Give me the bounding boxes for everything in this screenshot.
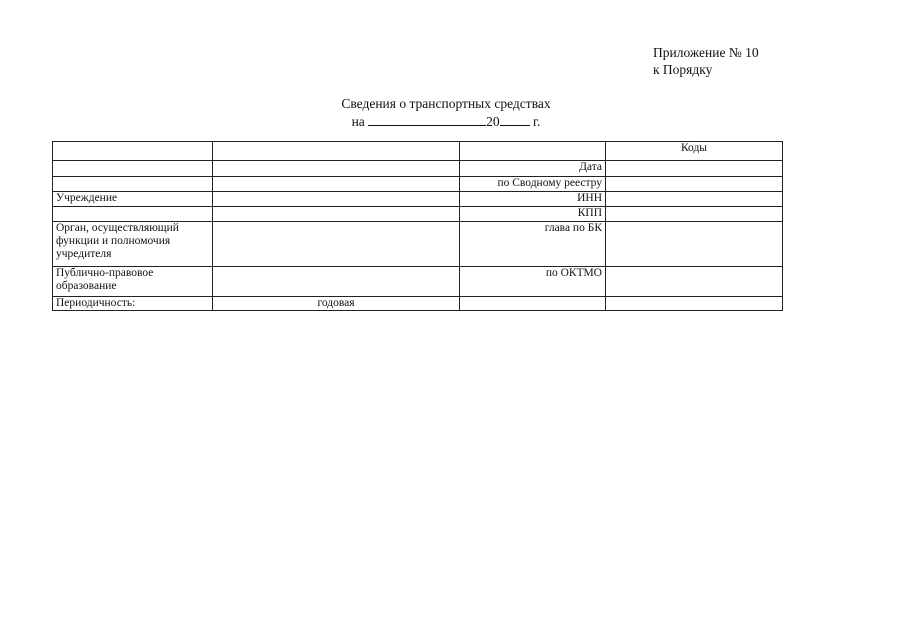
public-entity-value bbox=[213, 267, 460, 297]
table-row bbox=[53, 192, 783, 207]
table-row bbox=[53, 142, 783, 161]
table-row bbox=[53, 222, 783, 267]
institution-value bbox=[213, 192, 460, 207]
registry-label: по Сводному реестру bbox=[460, 177, 606, 192]
document-title: Сведения о транспортных средствах bbox=[341, 96, 551, 111]
table-cell bbox=[53, 177, 213, 192]
kpp-label: КПП bbox=[460, 207, 606, 222]
authority-value bbox=[213, 222, 460, 267]
appendix-note bbox=[653, 44, 759, 78]
table-cell bbox=[460, 297, 606, 311]
oktmo-code-cell bbox=[606, 267, 783, 297]
periodicity-label: Периодичность: bbox=[53, 297, 213, 311]
date-prefix: на bbox=[351, 114, 365, 129]
table-cell bbox=[53, 207, 213, 222]
date-blank bbox=[368, 112, 486, 126]
date-label: Дата bbox=[460, 161, 606, 177]
report-form-table bbox=[52, 141, 783, 311]
registry-code-cell bbox=[606, 177, 783, 192]
table-row bbox=[53, 177, 783, 192]
table-cell bbox=[606, 297, 783, 311]
inn-label: ИНН bbox=[460, 192, 606, 207]
year-suffix: г. bbox=[533, 114, 541, 129]
date-code-cell bbox=[606, 161, 783, 177]
appendix-number: Приложение № 10 bbox=[653, 45, 759, 60]
oktmo-label: по ОКТМО bbox=[460, 267, 606, 297]
table-cell bbox=[213, 207, 460, 222]
kpp-code-cell bbox=[606, 207, 783, 222]
table-cell bbox=[53, 142, 213, 161]
table-cell bbox=[213, 161, 460, 177]
table-cell bbox=[213, 177, 460, 192]
periodicity-value: годовая bbox=[213, 297, 460, 311]
table-row bbox=[53, 207, 783, 222]
table-cell bbox=[213, 142, 460, 161]
table-row bbox=[53, 297, 783, 311]
authority-label: Орган, осуществляющий функции и полномочия учредителя bbox=[53, 222, 213, 267]
report-date-line bbox=[0, 112, 892, 130]
public-entity-label: Публично-правовое образование bbox=[53, 267, 213, 297]
bk-label: глава по БК bbox=[460, 222, 606, 267]
bk-code-cell bbox=[606, 222, 783, 267]
appendix-reference: к Порядку bbox=[653, 62, 713, 77]
inn-code-cell bbox=[606, 192, 783, 207]
table-cell bbox=[460, 142, 606, 161]
table-row bbox=[53, 161, 783, 177]
institution-label: Учреждение bbox=[53, 192, 213, 207]
table-row bbox=[53, 267, 783, 297]
codes-header: Коды bbox=[606, 142, 783, 161]
table-cell bbox=[53, 161, 213, 177]
year-prefix: 20 bbox=[486, 114, 500, 129]
year-blank bbox=[500, 112, 530, 126]
